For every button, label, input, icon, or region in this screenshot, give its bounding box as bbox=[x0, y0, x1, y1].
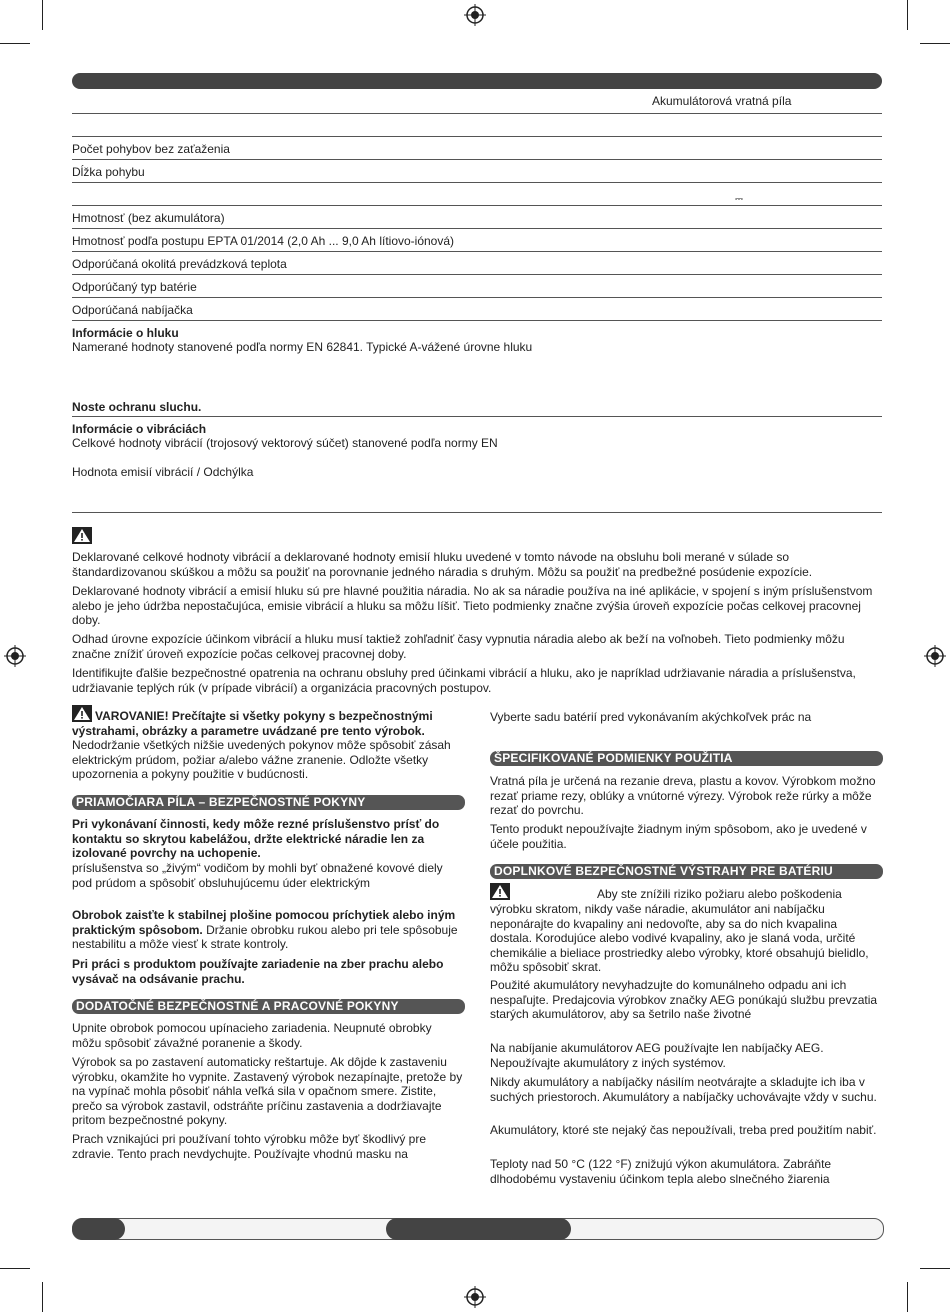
note-paragraph: Deklarované celkové hodnoty vibrácií a deklarované hodnoty emisií hluku uvedené v tomto návode na obsluhu boli merané v súlade so štandardizovanou skúškou a môžu sa použiť na porovnanie jedného náradia s druhým. Môžu sa použiť na predbežné posúdenie expozície. bbox=[72, 550, 813, 579]
vibration-emission: Hodnota emisií vibrácií / Odchýlka bbox=[72, 465, 254, 479]
spec-label: Odporúčaný typ batérie bbox=[72, 280, 197, 294]
ear-protection-note: Noste ochranu sluchu. bbox=[72, 400, 202, 414]
registration-mark-icon bbox=[924, 645, 946, 667]
noise-text: Namerané hodnoty stanovené podľa normy EN 62841. Typické A-vážené úrovne hluku bbox=[72, 340, 533, 354]
instruction-text: Výrobok sa po zastavení automaticky reštartuje. Ak dôjde k zastaveniu výrobku, okamžite ho vypnite. Zastavený výrobok nezapínajte, pretože by na vypínač mohla pôsobiť náhla veľká sila v opačnom smere. Zistite, prečo sa výrobok zastavil, odstráňte príčinu zastavenia a dodržiavajte pritom bezpečnostné pokyny. bbox=[72, 1055, 463, 1127]
registration-mark-icon bbox=[4, 645, 26, 667]
table-rule bbox=[72, 416, 882, 417]
instruction-text: Aby ste znížili riziko požiaru alebo poškodenia bbox=[597, 887, 842, 901]
table-rule bbox=[72, 136, 882, 137]
noise-heading: Informácie o hluku bbox=[72, 326, 179, 340]
spec-label: Hmotnosť (bez akumulátora) bbox=[72, 211, 225, 225]
table-rule bbox=[72, 320, 882, 321]
section-heading: PRIAMOČIARA PÍLA – BEZPEČNOSTNÉ POKYNY bbox=[72, 795, 465, 810]
spec-label: Hmotnosť podľa postupu EPTA 01/2014 (2,0 Ah ... 9,0 Ah lítiovo-iónová) bbox=[72, 234, 455, 248]
warning-icon bbox=[72, 527, 92, 544]
instruction-text: Vyberte sadu batérií pred vykonávaním akýchkoľvek prác na bbox=[490, 710, 812, 724]
instruction-text: Držanie obrobku rukou alebo pri tele spôsobuje nestabilitu a môže viesť k strate kontroly. bbox=[72, 922, 458, 951]
crop-mark bbox=[907, 0, 908, 30]
instruction-text: Prach vznikajúci pri používaní tohto výrobku môže byť škodlivý pre zdravie. Tento prach nevdychujte. Používajte vhodnú masku na bbox=[72, 1132, 426, 1161]
instruction-text: výrobku skratom, nikdy vaše náradie, akumulátor ani nabíjačku neponárajte do kvapaliny ani nedovoľte, aby sa do nich kvapalina dostala. Korodujúce alebo vodivé kvapaliny, ako je slaná voda, určité chemikálie a bieliace prostriedky alebo výrobky, ktoré obsahujú bielidlo, môžu spôsobiť skrat. bbox=[490, 902, 869, 974]
vibration-heading: Informácie o vibráciách bbox=[72, 422, 207, 436]
instruction-bold: Pri vykonávaní činnosti, kedy môže rezné príslušenstvo prísť do kontaktu so skrytou kabelážou, držte elektrické náradie len za izolované povrchy na uchopenie. bbox=[72, 817, 440, 860]
table-rule bbox=[72, 205, 882, 206]
registration-mark-icon bbox=[464, 1286, 486, 1308]
section-heading: DODATOČNÉ BEZPEČNOSTNÉ A PRACOVNÉ POKYNY bbox=[72, 999, 465, 1014]
header-bar bbox=[72, 73, 882, 89]
instruction-text: príslušenstva so „živým“ vodičom by mohli byť obnažené kovové diely pod prúdom a spôsobiť obsluhujúcemu úder elektrickým bbox=[72, 861, 443, 890]
instruction-text: Akumulátory, ktoré ste nejaký čas nepoužívali, treba pred použitím nabiť. bbox=[490, 1123, 877, 1137]
header-title: Akumulátorová vratná píla bbox=[652, 94, 792, 108]
table-rule bbox=[72, 159, 882, 160]
registration-mark-icon bbox=[464, 4, 486, 26]
crop-mark bbox=[920, 1268, 950, 1269]
table-rule bbox=[72, 251, 882, 252]
instruction-text: Tento produkt nepoužívajte žiadnym iným spôsobom, ako je uvedené v účele použitia. bbox=[490, 822, 867, 851]
table-rule bbox=[72, 113, 882, 114]
instruction-text: Vratná píla je určená na rezanie dreva, plastu a kovov. Výrobkom možno rezať priame rezy, oblúky a vnútorné výrezy. Výrobok reže rúrky a môže rezať do povrchu. bbox=[490, 774, 876, 817]
table-rule bbox=[72, 182, 882, 183]
warning-icon bbox=[490, 883, 510, 900]
instruction-bold: Obrobok zaisťte k stabilnej plošine pomocou príchytiek alebo iným praktickým spôsobom. bbox=[72, 908, 456, 937]
dc-symbol-icon: ⎓ bbox=[735, 194, 742, 205]
footer-center-tab bbox=[386, 1218, 571, 1240]
spec-label: Dĺžka pohybu bbox=[72, 165, 145, 179]
instruction-bold: Pri práci s produktom používajte zariadenie na zber prachu alebo vysávač na odsávanie prachu. bbox=[72, 957, 444, 986]
note-paragraph: Deklarované hodnoty vibrácií a emisií hluku sú pre hlavné použitia náradia. No ak sa náradie používa na iné aplikácie, v spojení s iným príslušenstvom alebo je jeho údržba nepostačujúca, emisie vibrácií a hluku sa môžu líšiť. Tieto podmienky značne zvýšia úroveň expozície počas celkovej pracovnej doby. bbox=[72, 584, 873, 627]
note-paragraph: Odhad úrovne expozície účinkom vibrácií a hluku musí taktiež zohľadniť časy vypnutia náradia alebo ak beží na voľnobeh. Tieto podmienky môžu značne znížiť úroveň expozície počas celkovej pracovnej doby. bbox=[72, 632, 845, 661]
instruction-text: Použité akumulátory nevyhadzujte do komunálneho odpadu ani ich nespaľujte. Predajcovia výrobkov značky AEG ponúkajú službu prevzatia starých akumulátorov, aby sa šetrilo naše životné bbox=[490, 978, 878, 1021]
instruction-paragraph bbox=[72, 908, 464, 952]
note-paragraph: Identifikujte ďalšie bezpečnostné opatrenia na ochranu obsluhy pred účinkami vibrácií a hluku, ako je napríklad udržiavanie náradia a príslušenstva, udržiavanie teplých rúk (v prípade vibrácií) a organizácia pracovných postupov. bbox=[72, 666, 856, 695]
instruction-text: Nikdy akumulátory a nabíjačky násilím neotvárajte a skladujte ich iba v suchých priestoroch. Akumulátory a nabíjačky uchovávajte vždy v suchu. bbox=[490, 1075, 877, 1104]
crop-mark bbox=[907, 1282, 908, 1312]
table-rule bbox=[72, 297, 882, 298]
crop-mark bbox=[920, 43, 950, 44]
spec-label: Odporúčaná okolitá prevádzková teplota bbox=[72, 257, 287, 271]
crop-mark bbox=[42, 0, 43, 30]
instruction-text: Na nabíjanie akumulátorov AEG používajte len nabíjačky AEG. Nepoužívajte akumulátory z iných systémov. bbox=[490, 1041, 824, 1070]
crop-mark bbox=[0, 43, 30, 44]
warning-heading: VAROVANIE! Prečítajte si všetky pokyny s bezpečnostnými výstrahami, obrázky a parametre uvádzané pre tento výrobok. bbox=[72, 709, 433, 738]
table-rule bbox=[72, 274, 882, 275]
warning-text: Nedodržanie všetkých nižšie uvedených pokynov môže spôsobiť zásah elektrickým prúdom, požiar a/alebo vážne zranenie. Odložte všetky upozornenia a pokyny použitie v budúcnosti. bbox=[72, 738, 451, 781]
table-rule bbox=[72, 228, 882, 229]
instruction-text: Teploty nad 50 °C (122 °F) znižujú výkon akumulátora. Zabráňte dlhodobému vystaveniu účinkom tepla alebo slnečného žiarenia bbox=[490, 1157, 832, 1186]
instruction-text: Upnite obrobok pomocou upínacieho zariadenia. Neupnuté obrobky môžu spôsobiť závažné poranenie a škody. bbox=[72, 1021, 432, 1050]
spec-label: Odporúčaná nabíjačka bbox=[72, 303, 193, 317]
table-rule bbox=[72, 512, 882, 513]
crop-mark bbox=[0, 1268, 30, 1269]
vibration-text: Celkové hodnoty vibrácií (trojosový vektorový súčet) stanovené podľa normy EN bbox=[72, 436, 498, 450]
section-heading: DOPLNKOVÉ BEZPEČNOSTNÉ VÝSTRAHY PRE BATÉRIU bbox=[490, 864, 883, 879]
footer-page-tab bbox=[72, 1218, 125, 1240]
crop-mark bbox=[42, 1282, 43, 1312]
spec-label: Počet pohybov bez zaťaženia bbox=[72, 142, 230, 156]
section-heading: ŠPECIFIKOVANÉ PODMIENKY POUŽITIA bbox=[490, 751, 883, 766]
